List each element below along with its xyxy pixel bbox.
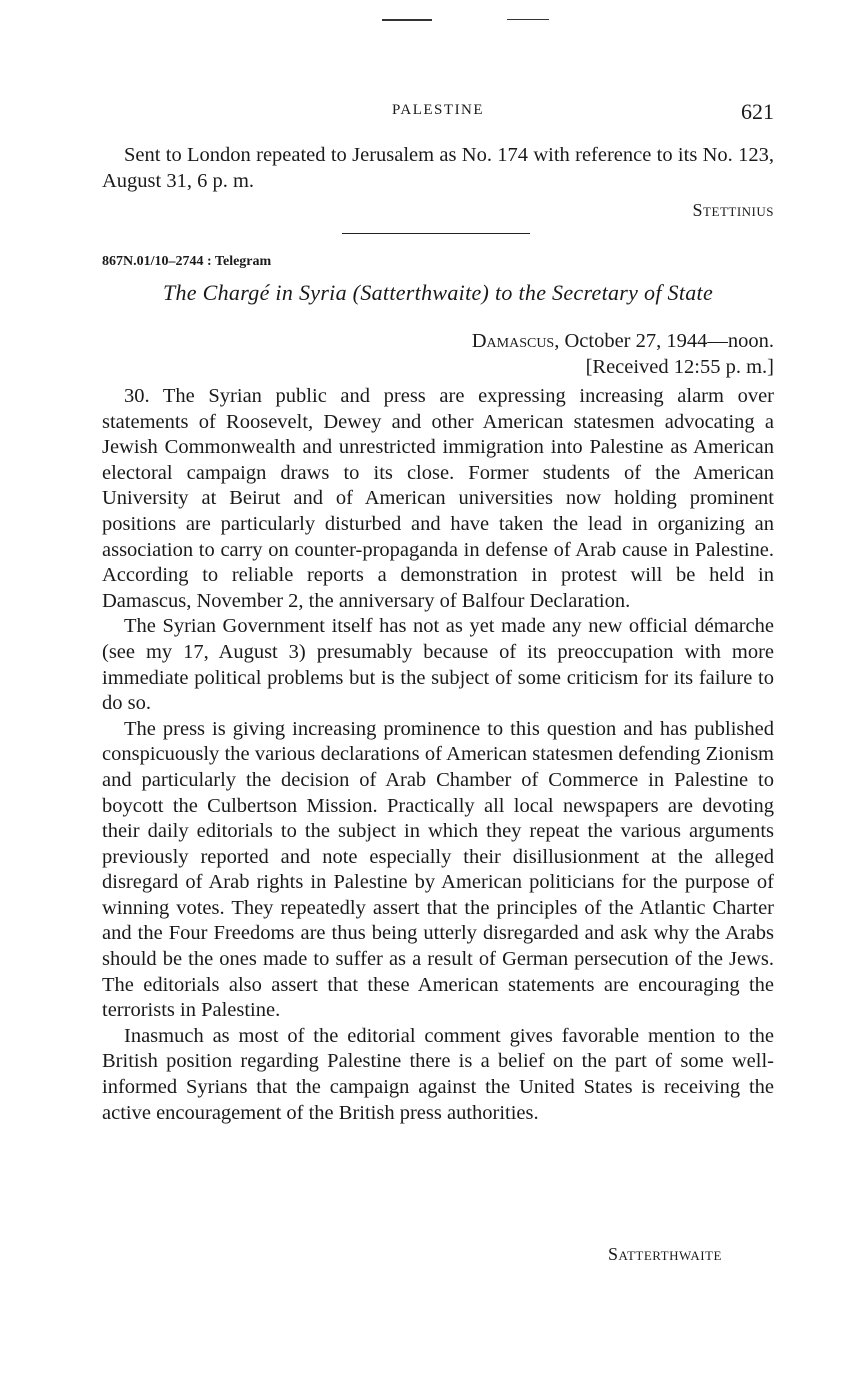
body-paragraph: Inasmuch as most of the editorial comment gives favorable mention to the British position regarding Palestine there is a belief on the part of some well-informed Syrians that the campaign against the United States is receiving the active encouragement of the British press authorities.	[102, 1024, 774, 1124]
document-reference	[102, 254, 271, 270]
document-divider	[342, 233, 530, 234]
top-ornament-rule-left	[382, 19, 432, 21]
body-paragraph: 30. The Syrian public and press are expressing increasing alarm over statements of Roosevelt, Dewey and other American statesmen advocating a Jewish Commonwealth and unrestricted immigration into Palestine as American electoral campaign draws to its close. Former students of the American University at Beirut and of American universities now holding prominent positions are particularly disturbed and have taken the lead in organizing an association to carry on counter-propaganda in defense of Arab cause in Palestine. According to reliable reports a demonstration in protest will be held in Damascus, November 2, the anniversary of Balfour Declaration.	[102, 385, 774, 612]
received-line: [Received 12:55 p. m.]	[585, 356, 774, 378]
page-number: 621	[741, 99, 774, 124]
document-type: Telegram	[214, 254, 272, 269]
dateline-line	[472, 328, 774, 354]
body-paragraph: The press is giving increasing prominence to this question and has published conspicuously the various declarations of American statesmen defending Zionism and particularly the decision of Arab Chamber of Commerce in Palestine to boycott the Culbertson Mission. Practically all local newspapers are devoting their daily editorials to the subject in which they repeat the various arguments previously reported and note especially their disillusionment at the alleged disregard of Arab rights in Palestine by American politicians for the purpose of winning votes. They repeatedly assert that the principles of the Atlantic Charter and the Four Freedoms are thus being utterly disregarded and ask why the Arabs should be the ones made to suffer as a result of German persecution of the Jews. The editorials also assert that these American statements are encouraging the terrorists in Palestine.	[102, 717, 774, 1022]
document-heading: The Chargé in Syria (Satterthwaite) to the Secretary of State	[162, 280, 714, 305]
file-number: 867N.01/10–2744	[102, 254, 204, 269]
running-head	[102, 101, 774, 125]
running-title: PALESTINE	[391, 102, 485, 118]
body-paragraph: The Syrian Government itself has not as yet made any new official démarche (see my 17, August 3) presumably because of its preoccupation with more immediate political problems but is the subject of some criticism for its failure to do so.	[102, 615, 774, 715]
dateline	[472, 328, 774, 380]
signature-satterthwaite: Satterthwaite	[608, 1244, 722, 1264]
signature-stettinius: Stettinius	[692, 200, 774, 220]
telegram-body	[102, 384, 774, 1126]
top-ornament-rule-right	[507, 19, 549, 20]
closing-paragraph: Sent to London repeated to Jerusalem as No. 174 with reference to its No. 123, August 31, 6 p. m.	[102, 144, 774, 192]
dateline-date: , October 27, 1944—noon.	[554, 330, 774, 352]
reference-separator: :	[203, 254, 215, 269]
dateline-place: Damascus	[471, 330, 555, 352]
previous-document-closing	[102, 143, 774, 194]
